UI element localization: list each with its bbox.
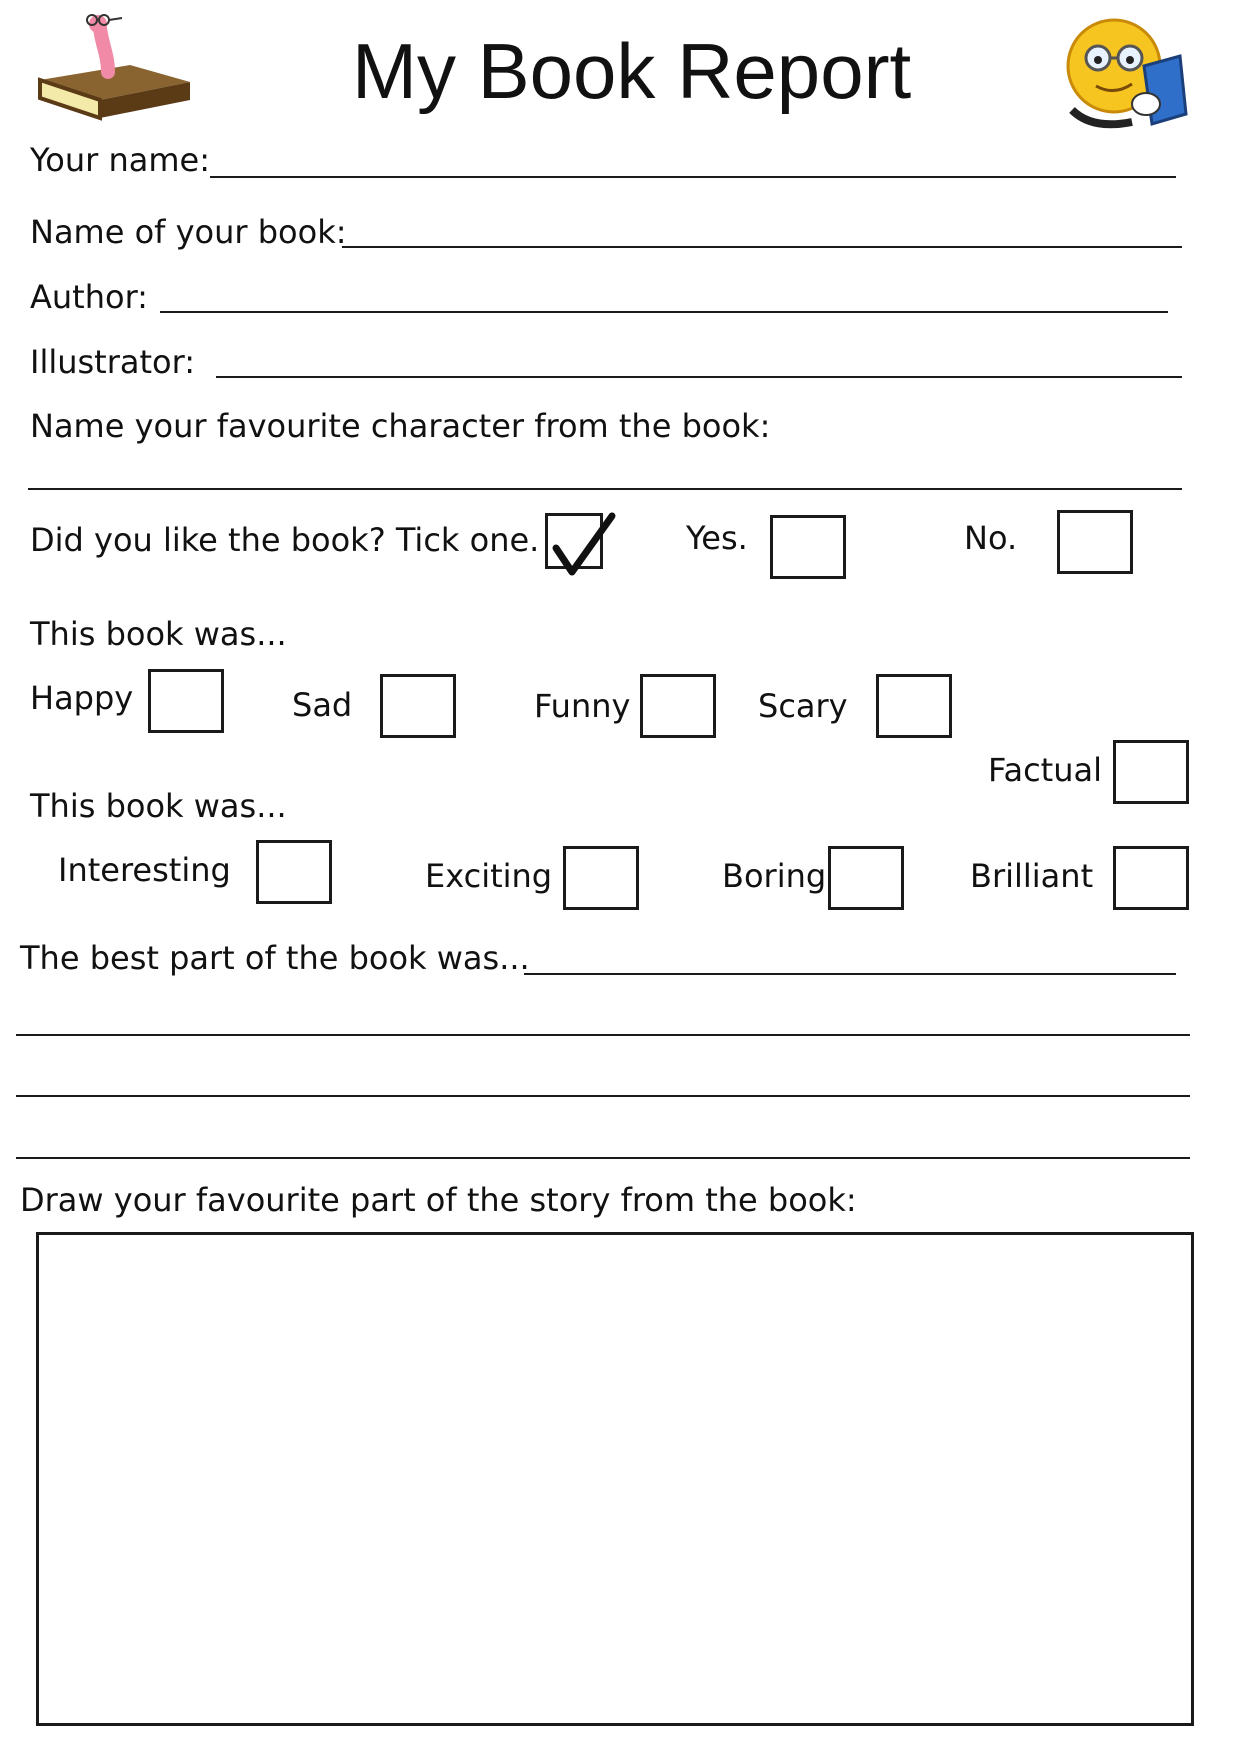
option-scary-label: Scary [758,687,848,725]
illustrator-line[interactable] [216,376,1182,378]
option-happy-checkbox[interactable] [148,669,224,733]
best-part-label: The best part of the book was... [20,939,530,977]
drawing-area[interactable] [36,1232,1194,1726]
smiley-reading-book-icon [1062,14,1202,134]
option-happy-label: Happy [30,679,134,717]
no-label: No. [964,519,1018,557]
author-line[interactable] [160,311,1168,313]
option-sad-checkbox[interactable] [380,674,456,738]
option-funny-checkbox[interactable] [640,674,716,738]
option-factual-label: Factual [988,751,1102,789]
option-interesting-label: Interesting [58,851,231,889]
liked-question: Did you like the book? Tick one. [30,521,540,559]
option-boring-label: Boring [722,857,827,895]
option-factual-checkbox[interactable] [1113,740,1189,804]
favourite-character-label: Name your favourite character from the book: [30,407,771,445]
your-name-label: Your name: [30,141,211,179]
option-boring-checkbox[interactable] [828,846,904,910]
your-name-line[interactable] [210,176,1176,178]
option-exciting-checkbox[interactable] [563,846,639,910]
option-sad-label: Sad [292,686,353,724]
best-part-line-2[interactable] [16,1034,1190,1036]
bookworm-on-book-icon [30,10,200,130]
no-checkbox[interactable] [1057,510,1133,574]
option-exciting-label: Exciting [425,857,553,895]
option-funny-label: Funny [534,687,631,725]
checkmark-icon [548,512,618,578]
yes-checkbox[interactable] [770,515,846,579]
illustrator-label: Illustrator: [30,343,195,381]
best-part-line-4[interactable] [16,1157,1190,1159]
option-scary-checkbox[interactable] [876,674,952,738]
favourite-character-line[interactable] [28,488,1182,490]
section2-heading: This book was... [30,787,287,825]
draw-label: Draw your favourite part of the story from the book: [20,1181,857,1219]
book-name-label: Name of your book: [30,213,347,251]
option-interesting-checkbox[interactable] [256,840,332,904]
page-title: My Book Report [352,27,912,115]
best-part-line-1[interactable] [524,973,1176,975]
yes-label: Yes. [686,519,748,557]
option-brilliant-label: Brilliant [970,857,1094,895]
option-brilliant-checkbox[interactable] [1113,846,1189,910]
best-part-line-3[interactable] [16,1095,1190,1097]
section1-heading: This book was... [30,615,287,653]
book-name-line[interactable] [342,246,1182,248]
author-label: Author: [30,278,148,316]
